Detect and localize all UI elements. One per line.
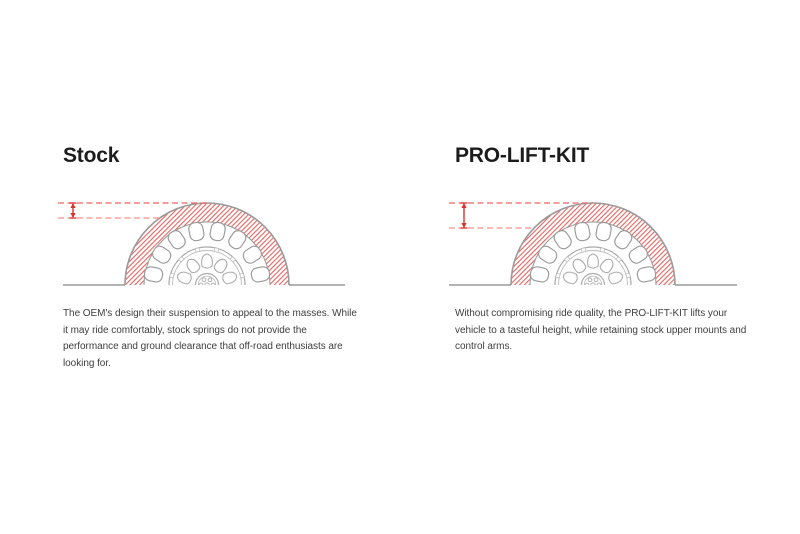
lug-nut xyxy=(208,278,212,282)
panel-description-pro-lift-kit: Without compromising ride quality, the PRO-LIFT-KIT lifts your vehicle to a tasteful height, while retaining stock upper mounts and control arms. xyxy=(455,308,747,352)
lug-nut xyxy=(585,283,589,287)
rim-spoke-window xyxy=(607,285,624,300)
tire-tread-knob xyxy=(636,287,656,304)
lug-nut xyxy=(588,278,592,282)
tire-tread-knob xyxy=(143,287,163,304)
lift-measurement-arrow xyxy=(461,203,468,228)
rim-spoke-window xyxy=(562,285,579,300)
lug-nut xyxy=(588,288,592,292)
lug-nut xyxy=(202,278,206,282)
tire-tread-knob xyxy=(250,287,270,304)
lug-nut xyxy=(597,283,601,287)
rim-spoke-window xyxy=(221,285,238,300)
panel-title-stock: Stock xyxy=(63,144,120,167)
lug-nut xyxy=(208,288,212,292)
lug-nut xyxy=(199,283,203,287)
lug-nut xyxy=(594,288,598,292)
lift-measurement-arrow xyxy=(70,203,77,218)
rim-spoke-window xyxy=(176,285,193,300)
tire-tread-knob xyxy=(529,287,549,304)
lug-nut xyxy=(211,283,215,287)
panel-title-pro-lift-kit: PRO-LIFT-KIT xyxy=(455,144,590,167)
panel-description-stock: The OEM's design their suspension to appeal to the masses. While it may ride comfortably, stock springs do not provide the performance and ground clearance that off-road enthusiasts are looking for. xyxy=(63,308,357,369)
lug-nut xyxy=(594,278,598,282)
lug-nut xyxy=(202,288,206,292)
rim-spoke-window xyxy=(202,254,213,268)
rim-spoke-window xyxy=(588,254,599,268)
